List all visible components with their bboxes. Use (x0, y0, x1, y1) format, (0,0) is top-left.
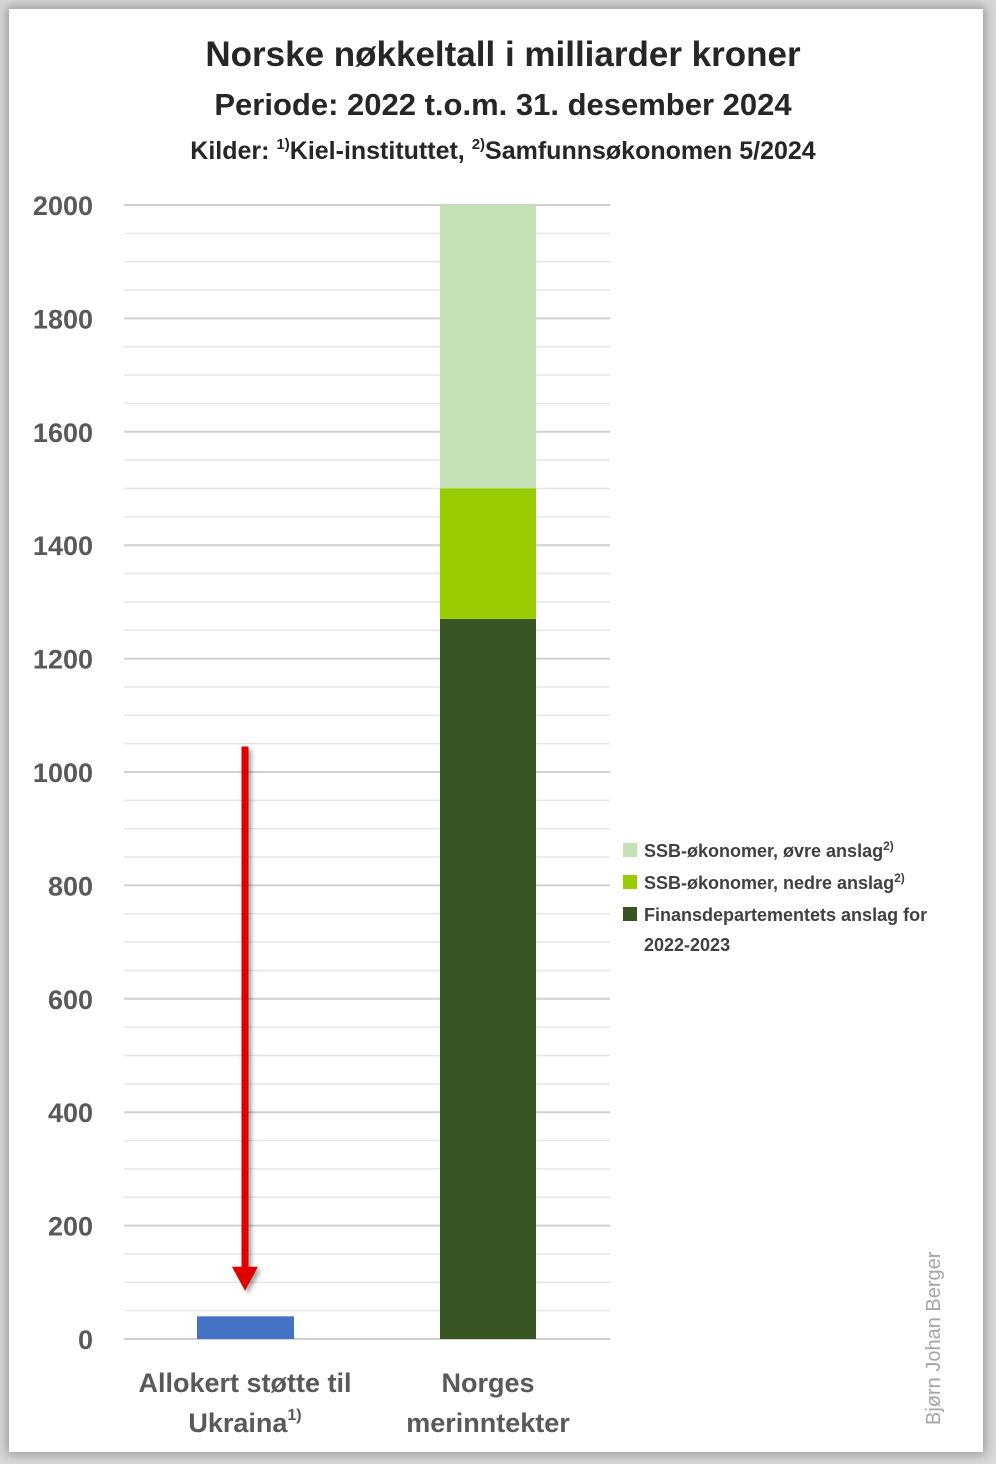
bar-ukraine (197, 1316, 294, 1339)
gridlines (124, 205, 610, 1339)
y-tick-800: 800 (47, 871, 93, 902)
signature: Bjørn Johan Berger (923, 1251, 945, 1425)
y-tick-600: 600 (47, 984, 93, 1015)
source-1-mark: 1) (276, 136, 290, 153)
sources-prefix: Kilder: (190, 137, 277, 165)
legend-label-0-line2: 2022-2023 (644, 935, 731, 955)
legend-swatch-0 (623, 907, 637, 921)
y-tick-400: 400 (47, 1098, 93, 1129)
legend-label-1: SSB-økonomer, nedre anslag$^{2)}$ (644, 871, 905, 893)
y-tick-1600: 1600 (32, 417, 93, 448)
category-label-ukraine-line2: Ukraina$^{1)}$ (188, 1407, 302, 1438)
y-tick-1000: 1000 (32, 758, 93, 788)
bar-norway-segment-2 (440, 205, 536, 489)
chart-sources (190, 136, 815, 165)
category-label-norway-line1: Norges (441, 1368, 535, 1398)
y-tick-1400: 1400 (32, 531, 93, 562)
source-1-text: Kiel-instituttet, (289, 137, 472, 165)
legend-label-2: SSB-økonomer, øvre anslag$^{2)}$ (644, 839, 894, 861)
y-tick-0: 0 (77, 1325, 93, 1355)
y-tick-2000: 2000 (32, 191, 93, 221)
y-tick-1200: 1200 (32, 644, 93, 675)
legend-swatch-1 (623, 875, 637, 889)
legend (623, 839, 927, 955)
category-ukraine-mark: 1) (287, 1407, 302, 1424)
arrow-head (232, 1267, 258, 1291)
y-tick-200: 200 (47, 1211, 93, 1242)
category-label-norway-line2: merinntekter (406, 1408, 570, 1438)
y-axis-tick-labels (33, 191, 93, 1355)
category-label-ukraine-line1: Allokert støtte til (138, 1368, 352, 1398)
source-2-text: Samfunnsøkonomen 5/2024 (485, 137, 816, 165)
bar-norway-segment-1 (440, 489, 536, 619)
chart-title: Norske nøkkeltall i milliarder kroner (205, 35, 801, 74)
legend-swatch-2 (623, 843, 637, 857)
source-2-mark: 2) (471, 136, 486, 153)
bar-norway-segment-0 (440, 619, 536, 1339)
y-tick-1800: 1800 (32, 304, 93, 335)
chart-subtitle: Periode: 2022 t.o.m. 31. desember 2024 (214, 87, 792, 122)
legend-label-0: Finansdepartementets anslag for (644, 905, 928, 925)
